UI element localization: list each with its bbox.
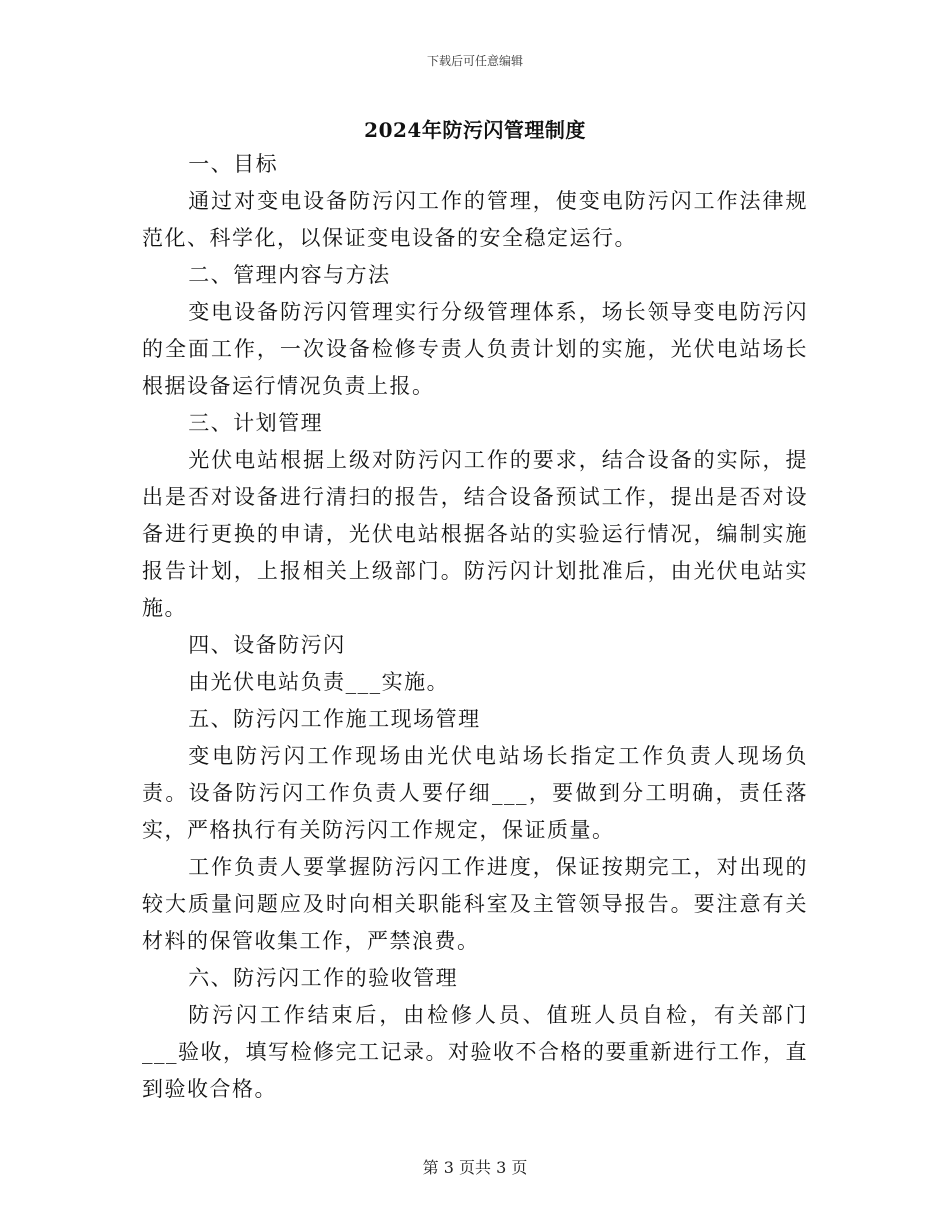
document-body bbox=[142, 146, 808, 1108]
section-heading: 三、计划管理 bbox=[188, 411, 324, 435]
page-footer: 第 3 页共 3 页 bbox=[422, 1158, 528, 1177]
paragraph: 变电设备防污闪管理实行分级管理体系，场长领导变电防污闪的全面工作，一次设备检修专责人负责计划的实施，光伏电站场长根据设备运行情况负责上报。 bbox=[142, 300, 808, 398]
header-note: 下载后可任意编辑 bbox=[426, 54, 523, 68]
document-title: 2024年防污闪管理制度 bbox=[364, 118, 586, 142]
section-heading: 二、管理内容与方法 bbox=[188, 263, 391, 287]
section-heading: 六、防污闪工作的验收管理 bbox=[188, 966, 459, 990]
paragraph: 通过对变电设备防污闪工作的管理，使变电防污闪工作法律规范化、科学化，以保证变电设备的安全稳定运行。 bbox=[142, 189, 808, 250]
section-heading: 五、防污闪工作施工现场管理 bbox=[188, 707, 481, 731]
section-heading: 四、设备防污闪 bbox=[188, 633, 346, 657]
paragraph: 变电防污闪工作现场由光伏电站场长指定工作负责人现场负责。设备防污闪工作负责人要仔细___，要做到分工明确，责任落实，严格执行有关防污闪工作规定，保证质量。 bbox=[142, 744, 808, 842]
paragraph: 由光伏电站负责___实施。 bbox=[188, 670, 450, 694]
paragraph: 光伏电站根据上级对防污闪工作的要求，结合设备的实际，提出是否对设备进行清扫的报告，结合设备预试工作，提出是否对设备进行更换的申请，光伏电站根据各站的实验运行情况，编制实施报告计划，上报相关上级部门。防污闪计划批准后，由光伏电站实施。 bbox=[142, 448, 808, 620]
section-heading: 一、目标 bbox=[188, 152, 279, 176]
paragraph: 防污闪工作结束后，由检修人员、值班人员自检，有关部门___验收，填写检修完工记录。对验收不合格的要重新进行工作，直到验收合格。 bbox=[142, 1003, 808, 1101]
paragraph: 工作负责人要掌握防污闪工作进度，保证按期完工，对出现的较大质量问题应及时向相关职能科室及主管领导报告。要注意有关材料的保管收集工作，严禁浪费。 bbox=[142, 855, 808, 953]
